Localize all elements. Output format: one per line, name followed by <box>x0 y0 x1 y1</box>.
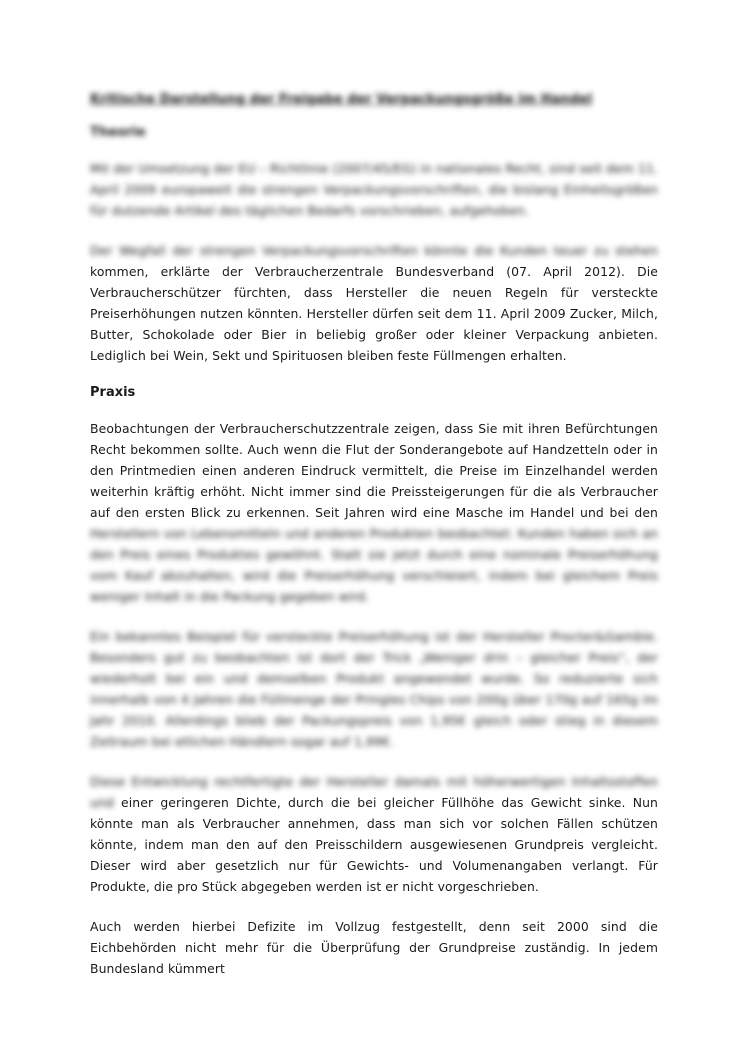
blurred-text: Herstellern von Lebensmitteln und anderen Produkten beobachtet: Kunden haben sich an den Preis eines Produktes gewöhnt. Statt sie jetzt durch eine nominale Preiserhöhung vom Kauf abzuhalten, wird die Preiserhöhung verschleiert, indem bei gleichem Preis weniger Inhalt in die Packung gegeben wird. <box>90 526 658 604</box>
blurred-text: Diese Entwicklung rechtfertigte der Hersteller damals mit höherwertigen Inhaltsstoffen und <box>90 774 658 810</box>
document-title: Kritische Darstellung der Freigabe der Verpackungsgröße im Handel <box>90 92 593 107</box>
blurred-text: Der Wegfall der strengen Verpackungsvorschriften könnte die Kunden teuer zu stehen <box>90 243 658 258</box>
paragraph-praxis-2: Ein bekanntes Beispiel für versteckte Preiserhöhung ist der Hersteller Procter&Gamble. Besonders gut zu beobachten ist dort der Trick „Weniger drin – gleicher Preis“, der wiederholt bei ein und demselben Produkt angewendet wurde. So reduzierte sich innerhalb von 4 Jahren die Füllmenge der Pringles Chips von 200g über 170g auf 165g im Jahr 2010. Allerdings blieb der Packungspreis von 1,95€ gleich oder stieg in diesem Zeitraum bei etlichen Händlern sogar auf 1,99€. <box>90 629 658 749</box>
paragraph-theorie-2 <box>90 240 658 366</box>
visible-text: Beobachtungen der Verbraucherschutzzentrale zeigen, dass Sie mit ihren Befürchtungen Recht bekommen sollte. Auch wenn die Flut der Sonderangebote auf Handzetteln oder in den Printmedien einen anderen Eindruck vermittelt, die Preise im Einzelhandel werden weiterhin kräftig erhöht. Nicht immer sind die Preissteigerungen für die als Verbraucher auf den ersten Blick zu erkennen. Seit Jahren wird eine Masche im Handel und bei den <box>90 421 658 520</box>
visible-text: kommen, erklärte der Verbraucherzentrale Bundesverband (07. April 2012). Die Verbraucherschützer fürchten, dass Hersteller die neuen Regeln für versteckte Preiserhöhungen nutzen könnten. Hersteller dürfen seit dem 11. April 2009 Zucker, Milch, Butter, Schokolade oder Bier in beliebig großer oder kleiner Verpackung anbieten. Lediglich bei Wein, Sekt und Spirituosen bleiben feste Füllmengen erhalten. <box>90 264 658 363</box>
section-heading-praxis: Praxis <box>90 385 136 400</box>
paragraph-praxis-4: Auch werden hierbei Defizite im Vollzug festgestellt, denn seit 2000 sind die Eichbehörden nicht mehr für die Überprüfung der Grundpreise zuständig. In jedem Bundesland kümmert <box>90 919 658 976</box>
document-body <box>90 92 658 998</box>
paragraph-praxis-3 <box>90 771 658 897</box>
paragraph-praxis-1 <box>90 418 658 607</box>
visible-text: einer geringeren Dichte, durch die bei gleicher Füllhöhe das Gewicht sinke. Nun könnte man als Verbraucher annehmen, dass man sich vor solchen Fällen schützen könnte, indem man den auf den Preisschildern ausgewiesenen Grundpreis vergleicht. Dieser wird aber gesetzlich nur für Gewichts- und Volumenangaben verlangt. Für Produkte, die pro Stück abgegeben werden ist er nicht vorgeschrieben. <box>90 795 658 894</box>
paragraph-theorie-1: Mit der Umsetzung der EU – Richtlinie (2007/45/EG) in nationales Recht, sind seit dem 11. April 2009 europaweit die strengen Verpackungsvorschriften, die bislang Einheitsgrößen für dutzende Artikel des täglichen Bedarfs vorschrieben, aufgehoben. <box>90 161 658 218</box>
section-heading-theorie: Theorie <box>90 125 146 140</box>
